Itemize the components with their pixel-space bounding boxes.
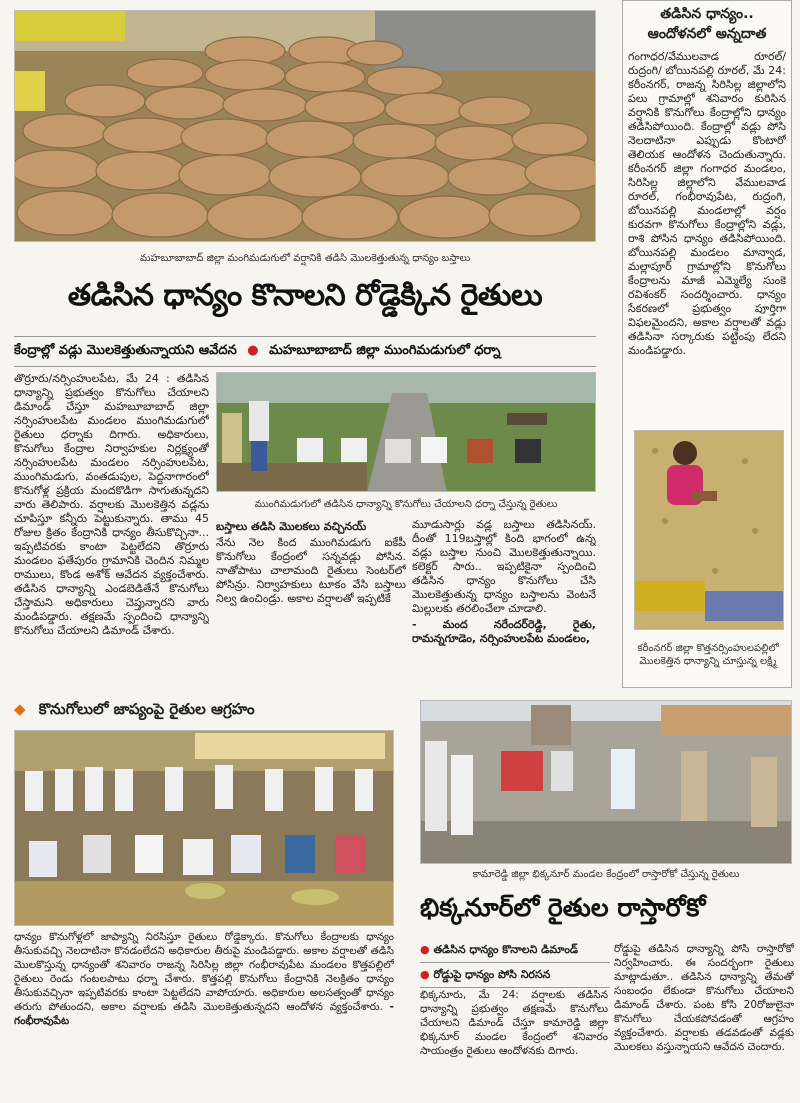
grain-bags-illustration bbox=[15, 11, 596, 242]
right-story-col2: రోడ్డుపై తడిసిన ధాన్యాన్ని పోసి రాస్తారోకో నిర్వహించారు. ఈ సందర్భంగా రైతులు మాట్లాడుతూ.. తడిసిన ధాన్యాన్ని తేమతో సంబంధం లేకుండా కొనుగోలు చేయాలని డిమాండ్ చేశారు. పంట కోసి 20రోజులైనా కొనుగోలు చేయకపోవడంతో ఆగ్రహం వ్యక్తంచేశారు. వర్షాలకు తడవడంతో వడ్లకు మొలకలు వస్తున్నాయని ఆవేదన చెందారు. bbox=[614, 943, 794, 1053]
protest-illustration bbox=[15, 731, 394, 926]
left-story-byline: - గంభీరావుపేట bbox=[14, 1001, 394, 1027]
red-bullet-icon: ● bbox=[247, 343, 259, 358]
bullet-2 bbox=[420, 963, 610, 988]
protest-photo bbox=[14, 730, 394, 926]
right-story-col1: భిక్కనూరు, మే 24: వర్షాలకు తడిసిన ధాన్యాన్ని ప్రభుత్వం తక్షణమే కొనుగోలు చేయాలని డిమాండ్ చేస్తూ కామారెడ్డి జిల్లా భిక్కనూర్ మండల కేంద్రంలో శనివారం సాయంత్రం రైతులు ఆందోళనకు దిగారు. bbox=[420, 989, 608, 1057]
subhead-right: మహబూబాబాద్ జిల్లా ముంగిమడుగులో ధర్నా bbox=[269, 343, 501, 358]
woman-grain-illustration bbox=[635, 431, 784, 630]
main-col2 bbox=[216, 518, 406, 682]
bullet-2-text: రోడ్డుపై ధాన్యం పోసి నిరసన bbox=[433, 968, 551, 981]
grain-bags-caption: మహబూబాబాద్ జిల్లా మంగిమడుగులో వర్షానికి తడిసి మొలకెత్తుతున్న ధాన్యం బస్తాలు bbox=[139, 253, 471, 264]
left-story-headline bbox=[14, 698, 394, 720]
subhead-rule bbox=[14, 336, 596, 337]
left-story-text: ధాన్యం కొనుగోళ్లలో జాప్యాన్ని నిరసిస్తూ రైతులు రోడ్డెక్కారు. కొనుగోలు కేంద్రాలకు ధాన్యం తీసుకువచ్చి నెలదాటినా కొనడంలేదని అధికారుల తీరుపై మండిపడ్డారు. అకాల వర్షాలతో తడిసి మొలకొస్తున్న ధాన్యంతో శనివారం రాజన్న సిరిసిల్ల జిల్లా గంభీరావుపేట మండలం కొత్తపల్లిలో రైతులు రెండు గంటలపాటు ధర్నా చేశారు. కొత్తపల్లి కొనుగోలు కేంద్రానికి నెలక్రితం ధాన్యం తీసుకువచ్చినా ఇప్పటివరకు కాంటా పెట్టలేదని వాపోయారు. అధికారుల అలసత్వంతో ధాన్యం తరుగు పోతుందని, అకాల వర్షాలకు తడిసి మొలకెత్తుతున్నదని ఆందోళన వ్యక్తంచేశారు. bbox=[14, 931, 394, 1013]
main-subhead bbox=[14, 340, 596, 362]
main-col3 bbox=[412, 518, 596, 682]
red-bullet-icon: ● bbox=[420, 943, 434, 956]
rasta-roko-illustration bbox=[421, 701, 792, 864]
sidebar-title-1: తడిసిన ధాన్యం.. bbox=[660, 6, 754, 22]
dharna-caption: ముంగిమడుగులో తడిసిన ధాన్యాన్ని కొనుగోలు చేయాలని ధర్నా చేస్తున్న రైతులు bbox=[254, 499, 558, 510]
col3-byline: - మంద నరేందర్‌రెడ్డి, రైతు, రామన్నగూడెం, నర్సింహులపేట మండలం, bbox=[412, 618, 596, 645]
col2-body: నేను నెల కింద ముంగిమడుగు ఐకేపీ కొనుగోలు కేంద్రంలో సన్నవడ్లు పోసిన. నాతోపాటు చాలామంది రైతులు సెంటర్‌లో పోసిన్రు. నిర్వాహకులు టూకం వేసి బస్తాలు నిల్వ ఉంచిండ్రు. అకాల వర్షాలతో ఇప్పటికే bbox=[216, 536, 406, 605]
col2-subhead: బస్తాలు తడిసి మొలకలు వచ్చినయ్ bbox=[216, 520, 367, 533]
right-story-headline: భిక్కనూర్‌లో రైతుల రాస్తారోకో bbox=[420, 893, 706, 922]
subhead-left: కేంద్రాల్లో వడ్లు మొలకెత్తుతున్నాయని ఆవేదన bbox=[14, 343, 237, 358]
grain-bags-photo bbox=[14, 10, 596, 242]
subhead-rule-bottom bbox=[14, 366, 596, 367]
bullet-1 bbox=[420, 940, 610, 963]
bullet-1-text: తడిసిన ధాన్యం కొనాలని డిమాండ్ bbox=[433, 943, 579, 956]
diamond-bullet-icon: ◆ bbox=[14, 700, 26, 718]
sidebar-photo-caption: కరీంనగర్ జిల్లా కొత్తనర్సింహులపల్లిలో మొలకెత్తిన ధాన్యాన్ని చూస్తున్న లక్ష్మి bbox=[637, 643, 779, 667]
main-headline: తడిసిన ధాన్యం కొనాలని రోడ్డెక్కిన రైతులు bbox=[67, 278, 543, 313]
left-story-headline-text: కొనుగోలులో జాప్యంపై రైతుల ఆగ్రహం bbox=[38, 700, 255, 718]
dharna-illustration bbox=[217, 373, 596, 492]
col3-body: మూడుసార్లు వడ్ల బస్తాలు తడిసినయ్. దీంతో 119బస్తాల్లో కింది భాగంలో ఉన్న వడ్లు బస్తాల నుంచి మొలకెత్తుతున్నాయి. కలెక్టర్ సారు.. ఇప్పటికైనా స్పందించి తడిసిన ధాన్యం కొనుగోలు చేసి మొలకెత్తుతున్న ధాన్యం బస్తాలను వెంటనే మిల్లులకు తరలించేలా చూడాలి. bbox=[412, 518, 596, 615]
sidebar-photo bbox=[634, 430, 784, 630]
left-story-body bbox=[14, 930, 394, 1100]
red-bullet-icon: ● bbox=[420, 968, 434, 981]
main-col1: తొర్రూరు/నర్సింహులపేట, మే 24 : తడిసిన ధాన్యాన్ని ప్రభుత్వం కొనుగోలు చేయాలని డిమాండ్ చేస్తూ మహబూబాబాద్ జిల్లా నర్సింహులపేట మండలం ముంగిమడుగులో రైతులు ధర్నాకు దిగారు. అధికారులు, కొనుగోలు కేంద్రాల నిర్వాహకుల నిర్లక్ష్యంతో నర్సింహులపేట మండలం నర్సింహులపేట, ముంగిమడుగు, వంతడుపుల, పెద్దనాగారంలో కొనుగోళ్ల ప్రక్రియ మందకొడిగా సాగుతున్నదని వారు తెలిపారు. వర్షాలకు మొలకెత్తిన వడ్లను చూపిస్తూ కన్నీరు పెట్టుకున్నారు. తాము 45 రోజుల క్రితం కేంద్రానికి ధాన్యం తీసుకొచ్చినా... ఇప్పటివరకు కాంటా పెట్టలేదని తొర్రూరు మండలం ఫతేపురం గ్రామానికి చెందిన నిమ్మల రాములు, కొండ అశోక్ ఆవేదన వ్యక్తంచేశారు. తడిసిన ధాన్యాన్ని ఎండబెడితేనే కొనుగోలు చేస్తామని అధికారులు చెప్తున్నారని వారు మండిపడ్డారు. తక్షణమే స్పందించి ధాన్యాన్ని కొనుగోలు చేయాలని డిమాండ్ చేశారు. bbox=[14, 372, 209, 637]
rasta-roko-caption: కామారెడ్డి జిల్లా భిక్కనూర్ మండల కేంద్రంలో రాస్తారోకో చేస్తున్న రైతులు bbox=[472, 869, 740, 880]
dharna-photo bbox=[216, 372, 596, 492]
sidebar-body: గంగాధర/వేములవాడ రూరల్/రుద్రంగి/ బోయినపల్లి రూరల్, మే 24: కరీంనగర్, రాజన్న సిరిసిల్ల జిల్లాలోని పలు గ్రామాల్లో శనివారం కురిసిన వర్షానికి కొనుగోలు కేంద్రాల్లోని ధాన్యం తడిసిపోయింది. కేంద్రాల్లో వడ్లు పోసి నెలదాటినా ఎప్పుడు కొంటారో తెలియక ఆందోళన చెందుతున్నారు. కరీంనగర్ జిల్లా గంగాధర మండలం, సిరిసిల్ల జిల్లాలోని వేములవాడ రూరల్, గంభీరావుపేట, రుద్రంగి, బోయినపల్లి మండలాల్లో వర్షం కురవగా కొనుగోలు కేంద్రాల్లోని వడ్లు, రాశి పోసిన ధాన్యం తడిసిపోయింది. బోయినపల్లి మండలం మాన్వాడ, మల్లాపూర్ గ్రామాల్లోని కొనుగోలు కేంద్రాలను మాజీ ఎమ్మెల్యే సుంకె రవిశంకర్ సందర్శించారు. ధాన్యం సేకరణలో ప్రభుత్వం పూర్తిగా విఫలమైందని, అకాల వర్షాలతో వడ్లు తడిసినా సర్కారుకు పట్టింపు లేదని మండిపడ్డారు. bbox=[628, 50, 786, 357]
right-bullets bbox=[420, 940, 610, 988]
rasta-roko-photo bbox=[420, 700, 792, 864]
sidebar-title-2: ఆందోళనలో అన్నదాత bbox=[647, 26, 767, 42]
